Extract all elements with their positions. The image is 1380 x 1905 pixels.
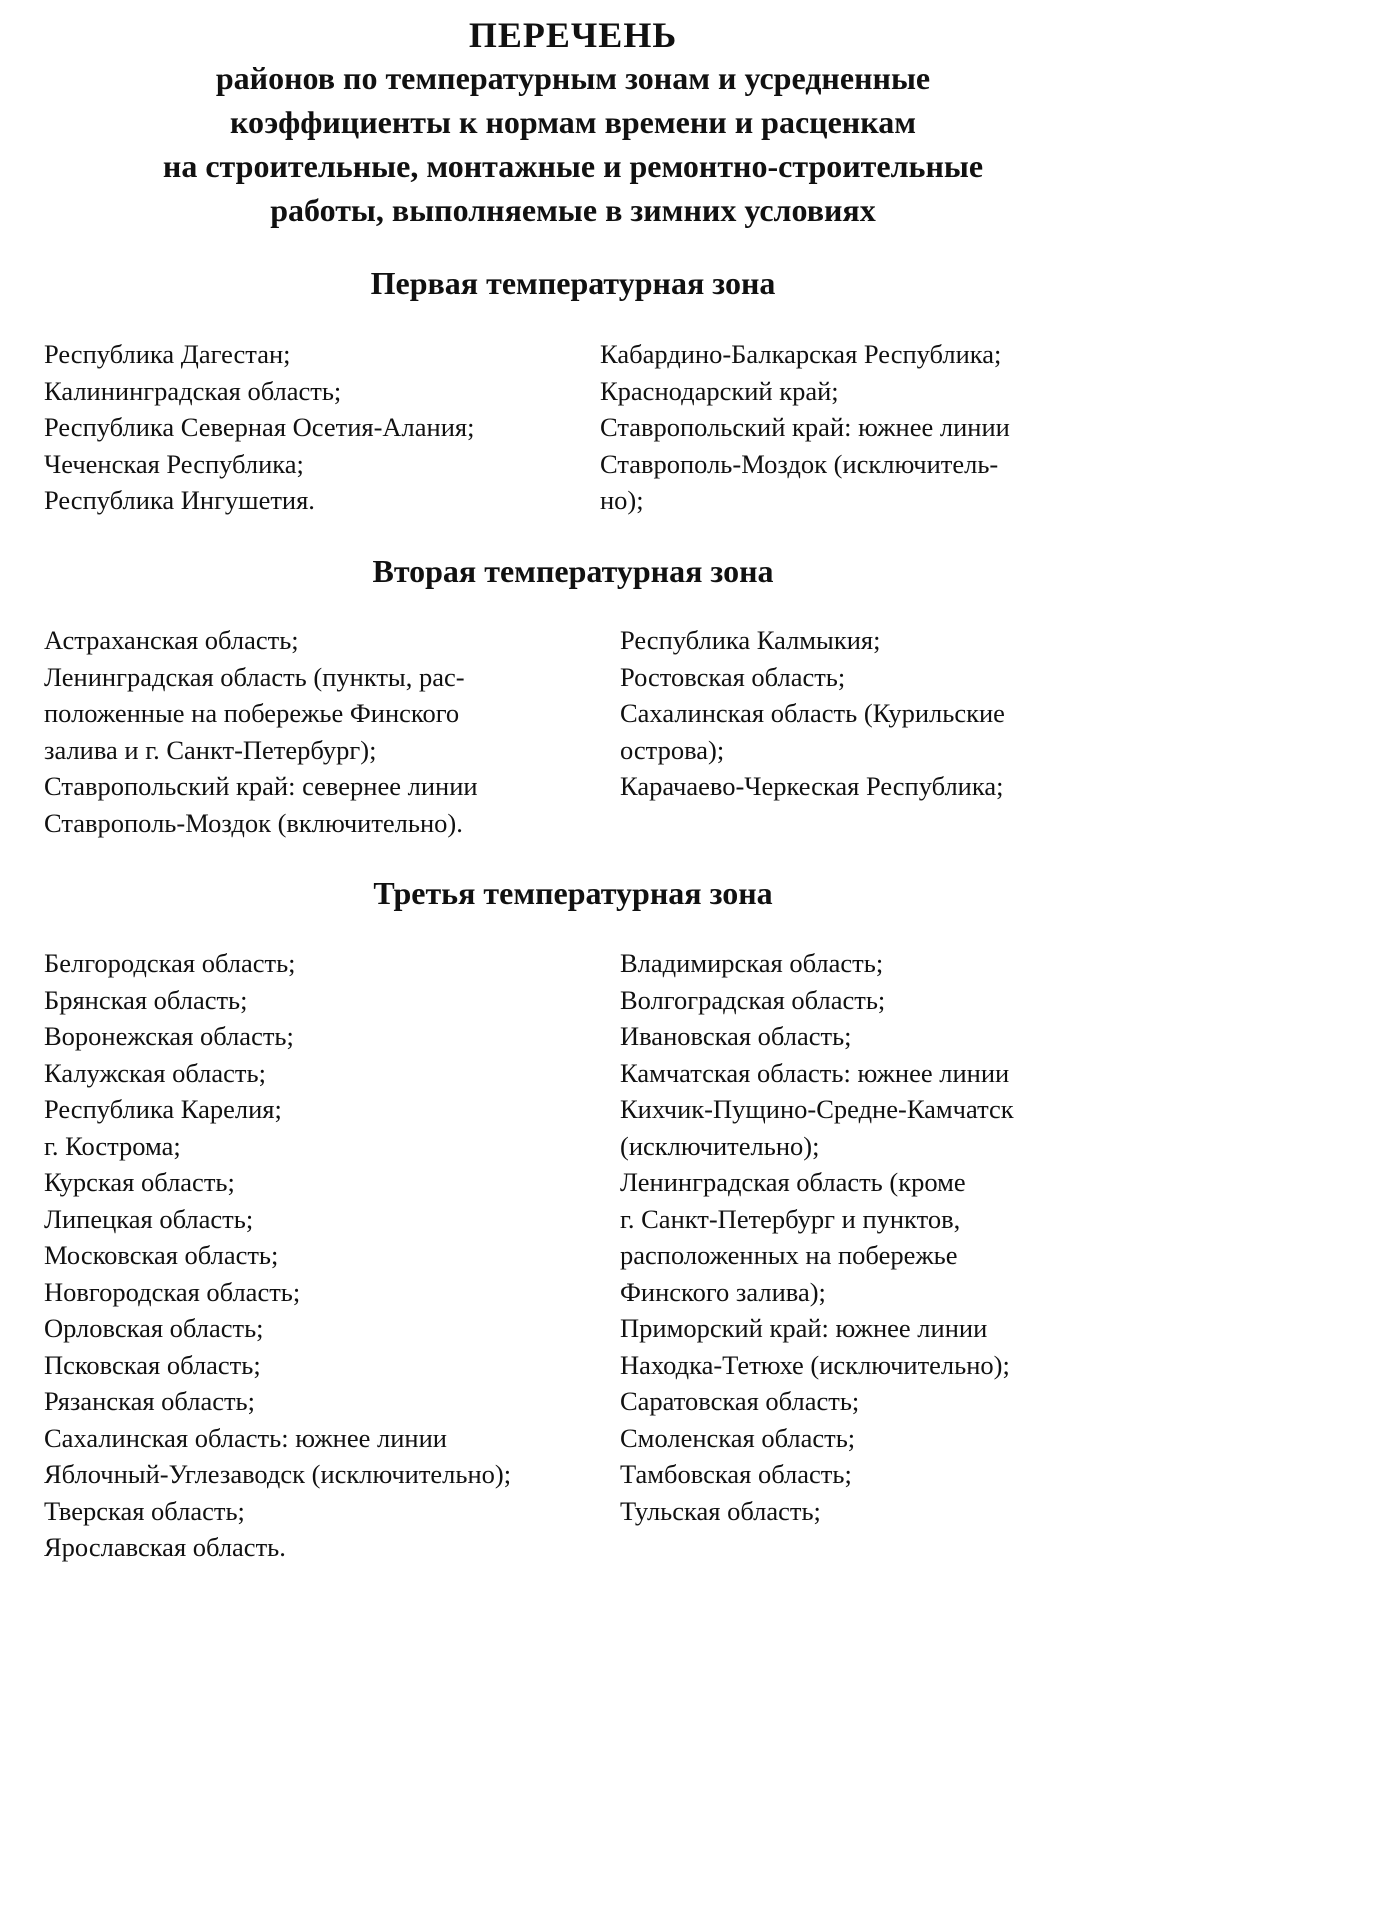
zone-3-right-line: расположенных на побережье: [620, 1240, 958, 1270]
zone-3-title: Третья температурная зона: [373, 875, 773, 911]
zone-3-left-line: Курская область;: [44, 1167, 235, 1197]
document-subtitle-line: на строительные, монтажные и ремонтно-строительные: [162, 148, 984, 184]
zone-2-left-column: [44, 622, 478, 841]
zone-1-left-line: Калининградская область;: [44, 375, 342, 406]
zone-3-right-line: Камчатская область: южнее линии: [620, 1057, 1010, 1088]
zone-1-right-line: Кабардино-Балкарская Республика;: [600, 339, 1002, 369]
zone-1-left-line: Чеченская Республика;: [44, 448, 304, 479]
zone-3-left-line: Белгородская область;: [44, 948, 296, 978]
zone-3-left-line: Псковская область;: [44, 1349, 261, 1380]
zone-3-left-line: Новгородская область;: [44, 1276, 301, 1307]
zone-3-right-line: Смоленская область;: [620, 1422, 856, 1453]
zone-3-right-line: Ивановская область;: [620, 1021, 852, 1051]
zone-2-right-line: Карачаево-Черкеская Республика;: [620, 771, 1004, 801]
zone-3-left-line: Рязанская область;: [44, 1386, 255, 1416]
zone-2-title: Вторая температурная зона: [372, 553, 774, 589]
zone-2-right-line: Сахалинская область (Курильские: [620, 698, 1005, 728]
zone-3-right-line: Тамбовская область;: [620, 1459, 852, 1489]
zone-3-left-line: Орловская область;: [44, 1313, 264, 1343]
zone-2-left-line: Ленинградская область (пункты, рас-: [44, 661, 465, 692]
zone-3-left-line: Ярославская область.: [44, 1532, 286, 1562]
zone-3-left-line: Липецкая область;: [44, 1203, 254, 1234]
zone-3-left-line: Сахалинская область: южнее линии: [44, 1422, 447, 1453]
zone-1-right-line: Краснодарский край;: [600, 375, 839, 406]
zone-2-left-line: положенные на побережье Финского: [44, 698, 460, 728]
zone-1-right-column: [600, 336, 1010, 519]
document-title: ПЕРЕЧЕНЬ: [468, 15, 678, 55]
document-header: [0, 14, 1146, 232]
zone-3-right-line: Кихчик-Пущино-Средне-Камчатск: [620, 1094, 1014, 1124]
zone-3-right-line: Владимирская область;: [620, 948, 884, 978]
zone-3-right-line: Финского залива);: [620, 1276, 826, 1307]
zone-1-right-line: Ставрополь-Моздок (исключитель-: [600, 448, 999, 479]
zone-2-right-column: [620, 622, 1005, 805]
zone-1-right-line: но);: [600, 485, 644, 515]
zone-1-right-line: Ставропольский край: южнее линии: [600, 412, 1010, 442]
zone-3-right-line: (исключительно);: [620, 1130, 820, 1161]
zone-3-right-line: Приморский край: южнее линии: [620, 1313, 988, 1343]
zone-3-right-line: г. Санкт-Петербург и пунктов,: [620, 1203, 961, 1234]
zone-3-right-line: Тульская область;: [620, 1495, 821, 1526]
zone-2-left-line: Ставрополь-Моздок (включительно).: [44, 807, 463, 838]
zone-2-left-line: Ставропольский край: севернее линии: [44, 771, 478, 801]
zone-1-left-line: Республика Дагестан;: [44, 339, 291, 369]
zone-1-left-line: Республика Ингушетия.: [44, 485, 315, 515]
zone-2-left-line: залива и г. Санкт-Петербург);: [44, 734, 377, 765]
zone-3-left-line: Яблочный-Углезаводск (исключительно);: [44, 1459, 512, 1489]
zone-3-left-line: Брянская область;: [44, 984, 248, 1015]
zone-2-left-line: Астраханская область;: [44, 625, 299, 655]
zone-2-right-line: острова);: [620, 734, 725, 765]
zone-3-left-column: [44, 945, 511, 1566]
zone-3-left-line: Тверская область;: [44, 1495, 245, 1526]
document-subtitle-line: работы, выполняемые в зимних условиях: [270, 192, 876, 228]
zone-3-right-line: Волгоградская область;: [620, 984, 886, 1015]
document-subtitle-line: коэффициенты к нормам времени и расценкам: [230, 104, 916, 140]
zone-2-right-line: Республика Калмыкия;: [620, 625, 881, 655]
zone-3-left-line: г. Кострома;: [44, 1130, 181, 1161]
zone-3-left-line: Калужская область;: [44, 1057, 266, 1088]
zone-1-left-column: [44, 336, 474, 519]
zone-3-left-line: Республика Карелия;: [44, 1094, 282, 1124]
zone-3-right-line: Саратовская область;: [620, 1386, 860, 1416]
zone-3-left-line: Воронежская область;: [44, 1021, 294, 1051]
zone-2-right-line: Ростовская область;: [620, 661, 846, 692]
zone-1-title: Первая температурная зона: [370, 265, 776, 301]
zone-3-right-line: Находка-Тетюхе (исключительно);: [620, 1349, 1010, 1380]
zone-3-right-line: Ленинградская область (кроме: [620, 1167, 966, 1197]
zone-3-right-column: [620, 945, 1014, 1529]
zone-3-left-line: Московская область;: [44, 1240, 279, 1270]
document-subtitle-line: районов по температурным зонам и усредненные: [215, 60, 931, 96]
zone-1-left-line: Республика Северная Осетия-Алания;: [44, 412, 475, 442]
